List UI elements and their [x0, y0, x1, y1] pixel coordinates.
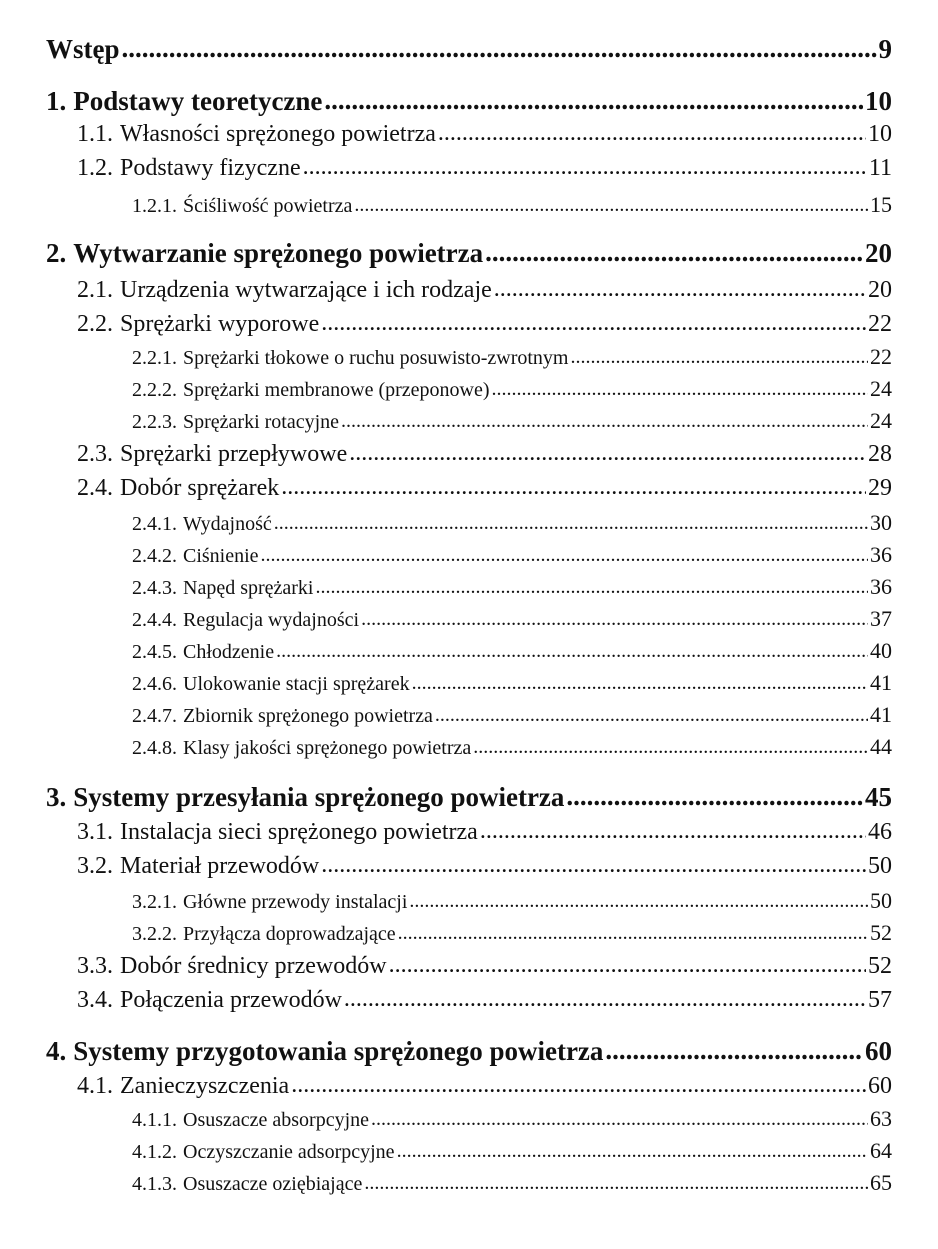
toc-entry-title: Ulokowanie stacji sprężarek [183, 673, 410, 695]
toc-dot-leader [566, 783, 863, 810]
toc-dot-leader [281, 475, 866, 499]
toc-entry-title: Sprężarki rotacyjne [183, 411, 340, 433]
toc-dot-leader [291, 1073, 866, 1097]
toc-entry-number: 2.4.3. [132, 577, 177, 599]
toc-entry-title: Własności sprężonego powietrza [120, 121, 436, 147]
toc-entry-number: 3.2. [77, 853, 113, 879]
toc-entry-title: Urządzenia wytwarzające i ich rodzaje [120, 277, 492, 303]
toc-dot-leader [261, 545, 868, 565]
toc-entry-number: 2.2.3. [132, 411, 177, 433]
toc-entry-section [77, 954, 892, 978]
toc-dot-leader [274, 513, 868, 533]
toc-entry-number: 2.3. [77, 441, 113, 467]
toc-entry-title: Wytwarzanie sprężonego powietrza [73, 238, 484, 268]
toc-entry-number: 4. [46, 1036, 67, 1066]
toc-entry-title: Podstawy teoretyczne [73, 86, 323, 116]
toc-entry-page: 22 [868, 311, 892, 337]
toc-entry-subsection [132, 736, 892, 758]
toc-dot-leader [570, 347, 868, 367]
toc-entry-subsection [132, 640, 892, 662]
toc-entry-title: Wydajność [183, 513, 272, 535]
toc-entry-title: Chłodzenie [183, 641, 275, 663]
toc-entry-number: 3. [46, 782, 67, 812]
toc-entry-subsection [132, 1140, 892, 1162]
toc-entry-page: 50 [868, 853, 892, 879]
toc-dot-leader [480, 819, 866, 843]
toc-entry-page: 10 [868, 121, 892, 147]
toc-entry-subsection [132, 704, 892, 726]
toc-entry-section [77, 854, 892, 878]
toc-entry-title: Systemy przygotowania sprężonego powietrza [73, 1036, 604, 1066]
toc-dot-leader [364, 1173, 868, 1193]
toc-entry-number: 2.4. [77, 475, 113, 501]
toc-entry-page: 50 [870, 888, 892, 913]
toc-entry-page: 15 [870, 192, 892, 217]
toc-dot-leader [389, 953, 866, 977]
toc-entry-page: 46 [868, 819, 892, 845]
toc-entry-page: 60 [865, 1036, 892, 1066]
toc-entry-title: Zanieczyszczenia [120, 1073, 290, 1099]
toc-entry-page: 9 [878, 34, 892, 64]
toc-entry-number: 4.1. [77, 1073, 113, 1099]
toc-entry-title: Oczyszczanie adsorpcyjne [183, 1141, 395, 1163]
toc-entry-title: Ciśnienie [183, 545, 259, 567]
toc-entry-page: 63 [870, 1106, 892, 1131]
toc-entry-page: 64 [870, 1138, 892, 1163]
toc-entry-number: 2.4.4. [132, 609, 177, 631]
toc-entry-number: 3.4. [77, 987, 113, 1013]
toc-entry-title: Sprężarki przepływowe [120, 441, 348, 467]
toc-entry-number: 3.2.1. [132, 891, 177, 913]
toc-entry-title: Przyłącza doprowadzające [183, 923, 396, 945]
toc-dot-leader [321, 853, 866, 877]
toc-dot-leader [354, 195, 868, 215]
toc-entry-number: 1.2.1. [132, 195, 177, 217]
toc-entry-title: Klasy jakości sprężonego powietrza [183, 737, 472, 759]
toc-entry-number: 2.4.2. [132, 545, 177, 567]
toc-entry-page: 41 [870, 670, 892, 695]
toc-dot-leader [122, 35, 877, 62]
toc-entry-number: 2. [46, 238, 67, 268]
toc-entry-page: 52 [870, 920, 892, 945]
toc-entry-page: 24 [870, 376, 892, 401]
toc-entry-number: 2.4.1. [132, 513, 177, 535]
toc-entry-page: 22 [870, 344, 892, 369]
toc-entry-number: 4.1.2. [132, 1141, 177, 1163]
toc-entry-chapter [46, 240, 892, 267]
toc-entry-page: 60 [868, 1073, 892, 1099]
toc-dot-leader [276, 641, 868, 661]
toc-entry-title: Dobór średnicy przewodów [120, 953, 387, 979]
toc-entry-number: 3.3. [77, 953, 113, 979]
toc-entry-number: 2.2.1. [132, 347, 177, 369]
toc-dot-leader [303, 155, 867, 179]
toc-entry-section [77, 1074, 892, 1098]
toc-entry-number: 2.2.2. [132, 379, 177, 401]
toc-entry-page: 52 [868, 953, 892, 979]
toc-entry-subsection [132, 1108, 892, 1130]
toc-entry-title: Sprężarki membranowe (przeponowe) [183, 379, 490, 401]
toc-entry-subsection [132, 378, 892, 400]
toc-entry-page: 45 [865, 782, 892, 812]
toc-entry-number: 1. [46, 86, 67, 116]
toc-entry-chapter [46, 36, 892, 63]
toc-entry-title: Sprężarki wyporowe [120, 311, 320, 337]
toc-entry-subsection [132, 410, 892, 432]
toc-entry-number: 1.1. [77, 121, 113, 147]
toc-dot-leader [412, 673, 868, 693]
toc-entry-title: Zbiornik sprężonego powietrza [183, 705, 433, 727]
toc-entry-title: Sprężarki tłokowe o ruchu posuwisto-zwrotnym [183, 347, 569, 369]
toc-entry-title: Wstęp [46, 34, 120, 64]
toc-entry-page: 30 [870, 510, 892, 535]
toc-entry-title: Połączenia przewodów [120, 987, 342, 1013]
toc-entry-chapter [46, 784, 892, 811]
toc-dot-leader [324, 87, 863, 114]
toc-entry-subsection [132, 608, 892, 630]
toc-entry-subsection [132, 922, 892, 944]
toc-entry-subsection [132, 194, 892, 216]
toc-entry-page: 24 [870, 408, 892, 433]
toc-entry-title: Regulacja wydajności [183, 609, 360, 631]
toc-entry-subsection [132, 1172, 892, 1194]
toc-entry-page: 20 [865, 238, 892, 268]
toc-entry-number: 4.1.1. [132, 1109, 177, 1131]
toc-entry-page: 11 [868, 155, 892, 181]
toc-dot-leader [397, 1141, 868, 1161]
toc-entry-page: 28 [868, 441, 892, 467]
toc-dot-leader [316, 577, 869, 597]
toc-dot-leader [485, 239, 863, 266]
toc-dot-leader [321, 311, 866, 335]
toc-dot-leader [605, 1037, 863, 1064]
toc-entry-page: 10 [865, 86, 892, 116]
toc-entry-chapter [46, 88, 892, 115]
toc-entry-number: 2.1. [77, 277, 113, 303]
toc-entry-number: 3.1. [77, 819, 113, 845]
toc-entry-section [77, 820, 892, 844]
toc-entry-title: Instalacja sieci sprężonego powietrza [120, 819, 478, 845]
toc-dot-leader [473, 737, 868, 757]
toc-entry-page: 41 [870, 702, 892, 727]
toc-entry-section [77, 278, 892, 302]
toc-entry-subsection [132, 512, 892, 534]
toc-entry-title: Systemy przesyłania sprężonego powietrza [73, 782, 565, 812]
toc-dot-leader [409, 891, 868, 911]
toc-entry-number: 1.2. [77, 155, 113, 181]
toc-entry-number: 2.4.5. [132, 641, 177, 663]
toc-entry-number: 2.2. [77, 311, 113, 337]
toc-entry-title: Podstawy fizyczne [120, 155, 301, 181]
toc-entry-page: 44 [870, 734, 892, 759]
toc-dot-leader [344, 987, 866, 1011]
toc-entry-subsection [132, 576, 892, 598]
toc-entry-section [77, 476, 892, 500]
toc-entry-title: Osuszacze oziębiające [183, 1173, 363, 1195]
toc-entry-title: Materiał przewodów [120, 853, 320, 879]
toc-entry-number: 4.1.3. [132, 1173, 177, 1195]
toc-dot-leader [492, 379, 868, 399]
toc-entry-chapter [46, 1038, 892, 1065]
toc-entry-page: 40 [870, 638, 892, 663]
toc-entry-title: Główne przewody instalacji [183, 891, 408, 913]
toc-entry-section [77, 988, 892, 1012]
toc-dot-leader [438, 121, 866, 145]
toc-entry-section [77, 442, 892, 466]
toc-dot-leader [435, 705, 868, 725]
toc-dot-leader [349, 441, 866, 465]
toc-entry-title: Ściśliwość powietrza [183, 195, 353, 217]
toc-dot-leader [494, 277, 866, 301]
toc-dot-leader [341, 411, 868, 431]
toc-dot-leader [398, 923, 868, 943]
toc-entry-page: 37 [870, 606, 892, 631]
toc-entry-number: 2.4.7. [132, 705, 177, 727]
toc-entry-section [77, 312, 892, 336]
toc-entry-title: Osuszacze absorpcyjne [183, 1109, 370, 1131]
toc-entry-number: 3.2.2. [132, 923, 177, 945]
toc-entry-page: 29 [868, 475, 892, 501]
toc-entry-title: Dobór sprężarek [120, 475, 280, 501]
toc-entry-subsection [132, 544, 892, 566]
toc-entry-page: 36 [870, 542, 892, 567]
toc-entry-page: 65 [870, 1170, 892, 1195]
toc-entry-number: 2.4.6. [132, 673, 177, 695]
toc-entry-page: 57 [868, 987, 892, 1013]
toc-entry-subsection [132, 346, 892, 368]
toc-entry-subsection [132, 890, 892, 912]
toc-entry-number: 2.4.8. [132, 737, 177, 759]
toc-dot-leader [361, 609, 868, 629]
toc-entry-subsection [132, 672, 892, 694]
toc-entry-title: Napęd sprężarki [183, 577, 314, 599]
toc-entry-page: 36 [870, 574, 892, 599]
toc-entry-page: 20 [868, 277, 892, 303]
toc-entry-section [77, 122, 892, 146]
toc-dot-leader [371, 1109, 868, 1129]
toc-entry-section [77, 156, 892, 180]
